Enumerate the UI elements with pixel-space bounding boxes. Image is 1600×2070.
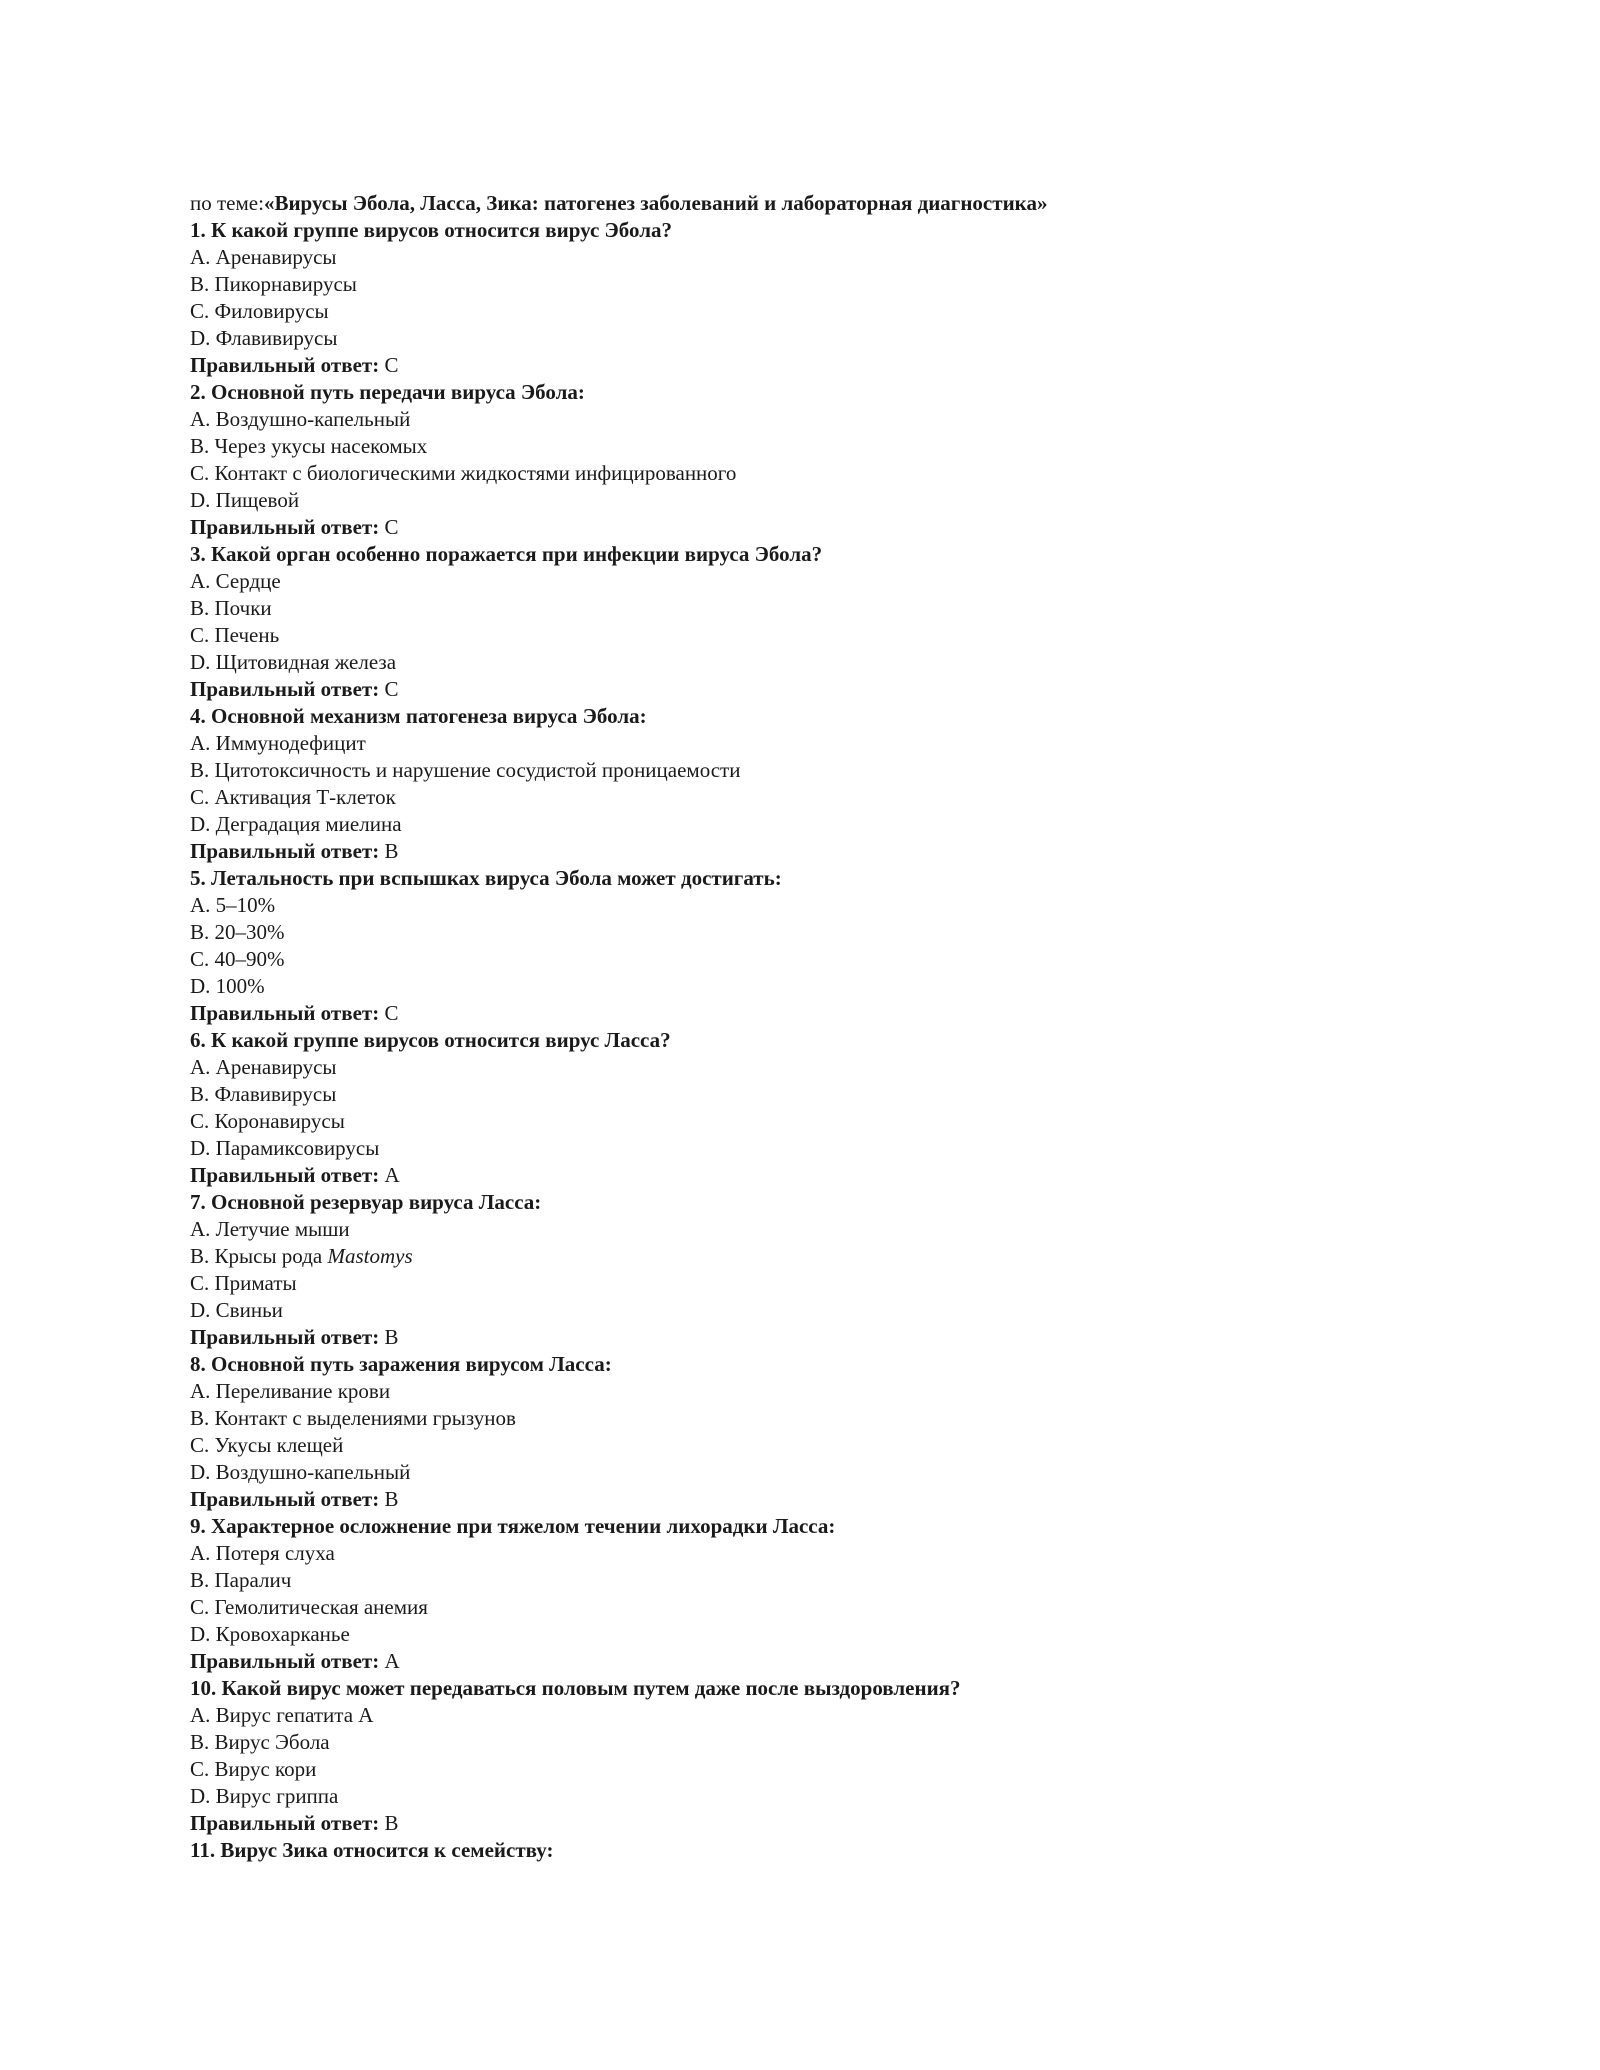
question-text: 5. Летальность при вспышках вируса Эбола может достигать: [190,866,782,890]
correct-answer-label: Правильный ответ: [190,1811,380,1835]
document-page [190,190,1440,1864]
answer-option [190,460,1440,487]
question-block [190,865,1440,1027]
option-text: B. Флавивирусы [190,1082,337,1106]
answer-option [190,1783,1440,1810]
option-text: C. Филовирусы [190,299,329,323]
correct-answer-label: Правильный ответ: [190,677,380,701]
correct-answer [190,1162,1440,1189]
option-text: B. Паралич [190,1568,292,1592]
correct-answer-label: Правильный ответ: [190,515,380,539]
correct-answer-value: B [384,839,399,863]
trailing-question: 11. Вирус Зика относится к семейству: [190,1838,554,1862]
correct-answer-value: A [384,1163,400,1187]
answer-option [190,1540,1440,1567]
question-block [190,217,1440,379]
correct-answer-label: Правильный ответ: [190,1325,380,1349]
option-text: C. Вирус кори [190,1757,317,1781]
answer-option [190,919,1440,946]
option-text: B. Крысы рода [190,1244,328,1268]
option-text: A. Потеря слуха [190,1541,335,1565]
answer-option [190,649,1440,676]
answer-option [190,1405,1440,1432]
correct-answer-value: B [384,1811,399,1835]
option-text: C. Укусы клещей [190,1433,344,1457]
answer-option [190,1567,1440,1594]
option-text: C. Коронавирусы [190,1109,345,1133]
answer-option [190,1756,1440,1783]
question-text: 6. К какой группе вирусов относится вирус Ласса? [190,1028,671,1052]
option-text: D. Вирус гриппа [190,1784,339,1808]
question-text: 10. Какой вирус может передаваться половым путем даже после выздоровления? [190,1676,961,1700]
answer-option [190,325,1440,352]
answer-option [190,244,1440,271]
option-text: D. Воздушно-капельный [190,1460,411,1484]
answer-option [190,946,1440,973]
answer-option [190,730,1440,757]
correct-answer [190,1324,1440,1351]
option-text: A. Аренавирусы [190,245,337,269]
option-text: C. Активация Т-клеток [190,785,396,809]
option-text: B. Через укусы насекомых [190,434,428,458]
option-text: D. Деградация миелина [190,812,402,836]
correct-answer-label: Правильный ответ: [190,1487,380,1511]
question-text: 3. Какой орган особенно поражается при инфекции вируса Эбола? [190,542,823,566]
option-text: D. Флавивирусы [190,326,338,350]
answer-option [190,1270,1440,1297]
option-text: C. 40–90% [190,947,285,971]
option-text: A. Аренавирусы [190,1055,337,1079]
answer-option [190,892,1440,919]
answer-option [190,298,1440,325]
answer-option [190,1243,1440,1270]
answer-option [190,811,1440,838]
option-text: B. Пикорнавирусы [190,272,357,296]
option-text: A. Иммунодефицит [190,731,366,755]
option-text: A. Сердце [190,569,281,593]
option-text: D. Свиньи [190,1298,283,1322]
correct-answer [190,1810,1440,1837]
answer-option [190,1594,1440,1621]
correct-answer-value: C [384,515,399,539]
correct-answer-value: C [384,1001,399,1025]
correct-answer-value: A [384,1649,400,1673]
answer-option [190,595,1440,622]
option-text: A. Воздушно-капельный [190,407,411,431]
document-title: «Вирусы Эбола, Ласса, Зика: патогенез заболеваний и лабораторная диагностика» [263,191,1048,215]
option-text: A. Летучие мыши [190,1217,350,1241]
answer-option [190,1378,1440,1405]
question-text: 1. К какой группе вирусов относится вирус Эбола? [190,218,673,242]
answer-option [190,1702,1440,1729]
answer-option [190,973,1440,1000]
option-italic-term: Mastomys [327,1244,413,1268]
answer-option [190,1297,1440,1324]
question-text: 9. Характерное осложнение при тяжелом течении лихорадки Ласса: [190,1514,836,1538]
option-text: D. Кровохарканье [190,1622,350,1646]
correct-answer-label: Правильный ответ: [190,1163,380,1187]
answer-option [190,784,1440,811]
question-block [190,1675,1440,1837]
answer-option [190,1459,1440,1486]
question-text: 7. Основной резервуар вируса Ласса: [190,1190,542,1214]
question-text: 8. Основной путь заражения вирусом Ласса: [190,1352,612,1376]
document-header [190,190,1440,217]
question-block [190,541,1440,703]
answer-option [190,1621,1440,1648]
question-text: 2. Основной путь передачи вируса Эбола: [190,380,585,404]
answer-option [190,487,1440,514]
answer-option [190,1432,1440,1459]
question-block [190,1513,1440,1675]
correct-answer [190,514,1440,541]
answer-option [190,406,1440,433]
correct-answer-value: B [384,1487,399,1511]
answer-option [190,1729,1440,1756]
option-text: A. Переливание крови [190,1379,391,1403]
option-text: D. 100% [190,974,265,998]
answer-option [190,757,1440,784]
option-text: A. Вирус гепатита A [190,1703,374,1727]
correct-answer [190,1000,1440,1027]
correct-answer-label: Правильный ответ: [190,839,380,863]
question-text: 4. Основной механизм патогенеза вируса Эбола: [190,704,647,728]
answer-option [190,1081,1440,1108]
option-text: C. Гемолитическая анемия [190,1595,428,1619]
correct-answer-value: C [384,677,399,701]
correct-answer [190,1486,1440,1513]
correct-answer-label: Правильный ответ: [190,1649,380,1673]
question-list [190,217,1440,1837]
answer-option [190,271,1440,298]
option-text: D. Щитовидная железа [190,650,397,674]
question-block [190,1189,1440,1351]
answer-option [190,1216,1440,1243]
answer-option [190,568,1440,595]
question-block [190,1027,1440,1189]
question-block [190,703,1440,865]
option-text: D. Парамиксовирусы [190,1136,380,1160]
option-text: B. Почки [190,596,272,620]
correct-answer-label: Правильный ответ: [190,353,380,377]
correct-answer-value: C [384,353,399,377]
correct-answer [190,676,1440,703]
option-text: B. Вирус Эбола [190,1730,330,1754]
correct-answer-label: Правильный ответ: [190,1001,380,1025]
correct-answer [190,838,1440,865]
answer-option [190,1135,1440,1162]
option-text: B. Контакт с выделениями грызунов [190,1406,516,1430]
answer-option [190,1054,1440,1081]
option-text: C. Печень [190,623,280,647]
question-block [190,379,1440,541]
option-text: C. Приматы [190,1271,297,1295]
answer-option [190,622,1440,649]
answer-option [190,433,1440,460]
correct-answer-value: B [384,1325,399,1349]
correct-answer [190,1648,1440,1675]
option-text: B. Цитотоксичность и нарушение сосудистой проницаемости [190,758,741,782]
option-text: D. Пищевой [190,488,300,512]
correct-answer [190,352,1440,379]
option-text: C. Контакт с биологическими жидкостями инфицированного [190,461,737,485]
option-text: B. 20–30% [190,920,285,944]
question-block [190,1351,1440,1513]
answer-option [190,1108,1440,1135]
option-text: A. 5–10% [190,893,276,917]
header-prefix: по теме: [190,191,264,215]
